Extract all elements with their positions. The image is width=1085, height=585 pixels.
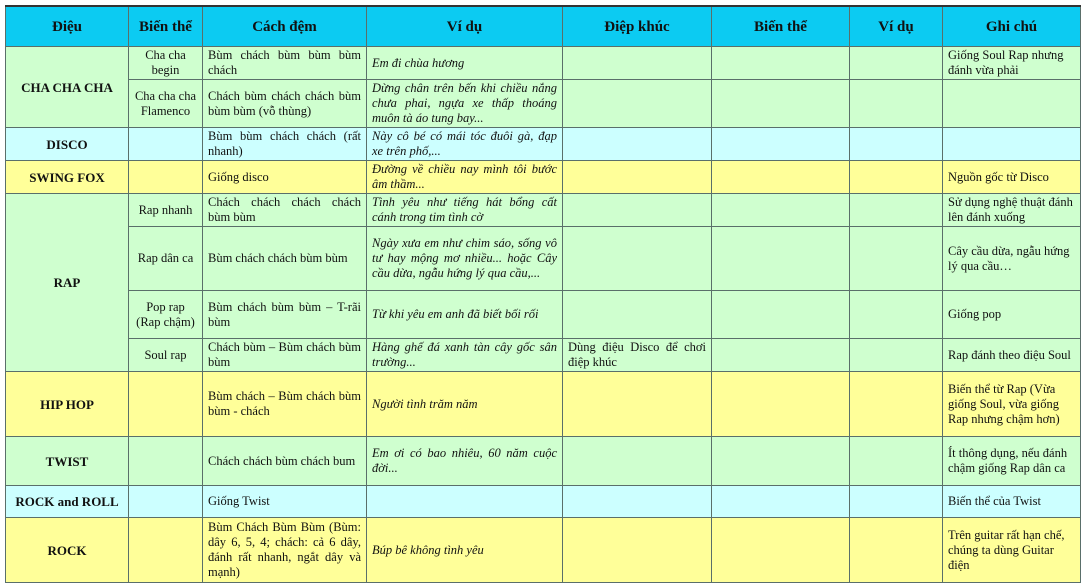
variant-cell: Cha cha begin: [129, 47, 203, 80]
rhythm-name: CHA CHA CHA: [6, 47, 129, 128]
header-diep-khuc: Điệp khúc: [563, 6, 712, 47]
variant-cell: Rap dân ca: [129, 227, 203, 291]
variant2-cell: [712, 291, 850, 339]
variant-cell: [129, 161, 203, 194]
header-cach-dem: Cách đệm: [203, 6, 367, 47]
note-cell: Biến thể của Twist: [943, 486, 1081, 518]
example2-cell: [850, 291, 943, 339]
example2-cell: [850, 128, 943, 161]
example-cell: Từ khi yêu em anh đã biết bối rối: [367, 291, 563, 339]
note-cell: Nguồn gốc từ Disco: [943, 161, 1081, 194]
chorus-cell: [563, 227, 712, 291]
example-cell: Người tình trăm năm: [367, 372, 563, 437]
variant2-cell: [712, 339, 850, 372]
example-cell: Ngày xưa em như chim sáo, sống vô tư hay mộng mơ nhiều... hoặc Cây cầu dừa, ngẫu hứng lý qua cầu,...: [367, 227, 563, 291]
variant2-cell: [712, 372, 850, 437]
variant-cell: Soul rap: [129, 339, 203, 372]
table-row: [6, 128, 1081, 161]
variant-cell: [129, 372, 203, 437]
pattern-cell: Giống Twist: [203, 486, 367, 518]
example-cell: Đường về chiều nay mình tôi bước âm thầm...: [367, 161, 563, 194]
pattern-cell: Bùm chách chách bùm bùm: [203, 227, 367, 291]
example2-cell: [850, 437, 943, 486]
pattern-cell: Chách bùm chách chách bùm bùm bùm (vỗ thùng): [203, 80, 367, 128]
header-vi-du-2: Ví dụ: [850, 6, 943, 47]
header-row: [6, 6, 1081, 47]
chorus-cell: [563, 80, 712, 128]
rhythm-name: TWIST: [6, 437, 129, 486]
example2-cell: [850, 47, 943, 80]
chorus-cell: [563, 486, 712, 518]
chorus-cell: [563, 194, 712, 227]
pattern-cell: Chách bùm – Bùm chách bùm bùm: [203, 339, 367, 372]
example-cell: Dừng chân trên bến khi chiều nắng chưa phai, ngựa xe thấp thoáng muôn tà áo tung bay...: [367, 80, 563, 128]
pattern-cell: Bùm bùm chách chách (rất nhanh): [203, 128, 367, 161]
chorus-cell: [563, 47, 712, 80]
example-cell: Búp bê không tình yêu: [367, 518, 563, 583]
variant2-cell: [712, 437, 850, 486]
table-row: [6, 339, 1081, 372]
pattern-cell: Bùm chách – Bùm chách bùm bùm - chách: [203, 372, 367, 437]
example2-cell: [850, 518, 943, 583]
example2-cell: [850, 194, 943, 227]
note-cell: Giống Soul Rap nhưng đánh vừa phải: [943, 47, 1081, 80]
chorus-cell: [563, 437, 712, 486]
variant2-cell: [712, 80, 850, 128]
example2-cell: [850, 227, 943, 291]
table-row: [6, 80, 1081, 128]
example-cell: Em ơi có bao nhiêu, 60 năm cuộc đời...: [367, 437, 563, 486]
pattern-cell: Chách chách chách chách bùm bùm: [203, 194, 367, 227]
variant-cell: [129, 486, 203, 518]
note-cell: Biến thể từ Rap (Vừa giống Soul, vừa giống Rap nhưng chậm hơn): [943, 372, 1081, 437]
table-row: [6, 227, 1081, 291]
example2-cell: [850, 372, 943, 437]
pattern-cell: Bùm Chách Bùm Bùm (Bùm: dây 6, 5, 4; chách: cả 6 dây, đánh rất nhanh, ngắt dây và mạnh): [203, 518, 367, 583]
header-bien-the: Biến thể: [129, 6, 203, 47]
chorus-cell: [563, 291, 712, 339]
chorus-cell: [563, 128, 712, 161]
variant-cell: [129, 518, 203, 583]
variant2-cell: [712, 161, 850, 194]
guitar-rhythm-table: [5, 5, 1081, 583]
variant2-cell: [712, 486, 850, 518]
example2-cell: [850, 486, 943, 518]
pattern-cell: Chách chách bùm chách bum: [203, 437, 367, 486]
rhythm-name: ROCK: [6, 518, 129, 583]
header-vi-du: Ví dụ: [367, 6, 563, 47]
table-row: [6, 47, 1081, 80]
note-cell: [943, 80, 1081, 128]
pattern-cell: Bùm chách bùm bùm bùm chách: [203, 47, 367, 80]
note-cell: Cây cầu dừa, ngẫu hứng lý qua cầu…: [943, 227, 1081, 291]
example-cell: [367, 486, 563, 518]
rhythm-name: ROCK and ROLL: [6, 486, 129, 518]
example2-cell: [850, 339, 943, 372]
pattern-cell: Giống disco: [203, 161, 367, 194]
chorus-cell: Dùng điệu Disco để chơi điệp khúc: [563, 339, 712, 372]
variant2-cell: [712, 518, 850, 583]
table-row: [6, 194, 1081, 227]
rhythm-name: RAP: [6, 194, 129, 372]
example-cell: Hàng ghế đá xanh tàn cây gốc sân trường...: [367, 339, 563, 372]
rhythm-name: SWING FOX: [6, 161, 129, 194]
chorus-cell: [563, 161, 712, 194]
table-row: [6, 437, 1081, 486]
variant-cell: Cha cha cha Flamenco: [129, 80, 203, 128]
rhythm-name: HIP HOP: [6, 372, 129, 437]
variant2-cell: [712, 194, 850, 227]
example-cell: Em đi chùa hương: [367, 47, 563, 80]
header-ghi-chu: Ghi chú: [943, 6, 1081, 47]
note-cell: Trên guitar rất hạn chế, chúng ta dùng Guitar điện: [943, 518, 1081, 583]
note-cell: Sử dụng nghệ thuật đánh lên đánh xuống: [943, 194, 1081, 227]
table-row: [6, 486, 1081, 518]
example2-cell: [850, 161, 943, 194]
note-cell: Ít thông dụng, nếu đánh chậm giống Rap dân ca: [943, 437, 1081, 486]
table-row: [6, 291, 1081, 339]
example-cell: Tình yêu như tiếng hát bổng cất cánh trong tim tình cờ: [367, 194, 563, 227]
table-row: [6, 372, 1081, 437]
variant2-cell: [712, 128, 850, 161]
pattern-cell: Bùm chách bùm bùm – T-rãi bùm: [203, 291, 367, 339]
note-cell: Giống pop: [943, 291, 1081, 339]
example-cell: Này cô bé có mái tóc đuôi gà, đạp xe trên phố,...: [367, 128, 563, 161]
example2-cell: [850, 80, 943, 128]
table-row: [6, 161, 1081, 194]
header-dieu: Điệu: [6, 6, 129, 47]
table-row: [6, 518, 1081, 583]
variant2-cell: [712, 227, 850, 291]
chorus-cell: [563, 372, 712, 437]
variant2-cell: [712, 47, 850, 80]
note-cell: [943, 128, 1081, 161]
variant-cell: [129, 437, 203, 486]
header-bien-the-2: Biến thể: [712, 6, 850, 47]
rhythm-name: DISCO: [6, 128, 129, 161]
variant-cell: [129, 128, 203, 161]
chorus-cell: [563, 518, 712, 583]
variant-cell: Rap nhanh: [129, 194, 203, 227]
note-cell: Rap đánh theo điệu Soul: [943, 339, 1081, 372]
variant-cell: Pop rap (Rap chậm): [129, 291, 203, 339]
